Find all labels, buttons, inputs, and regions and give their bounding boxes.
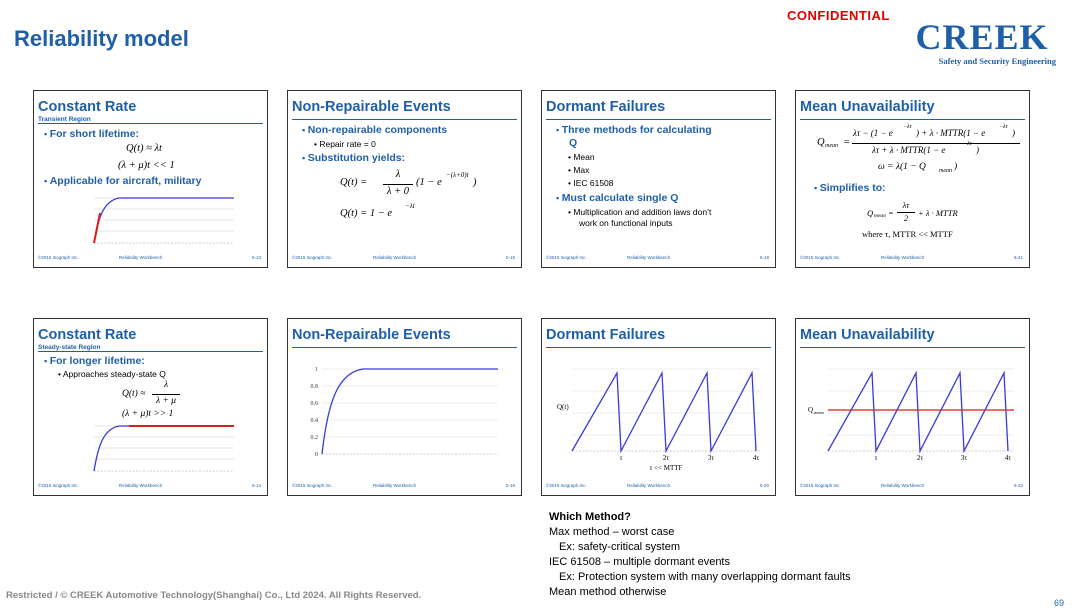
bullet: ▪ Non-repairable components [302,124,447,136]
fraction-numerator: λτ [902,200,910,210]
y-tick: 0.8 [310,384,318,390]
slide-footer [796,255,1029,263]
sub-bullet-continuation: work on functional inputs [579,218,673,228]
equation: + λ · MTTR [918,208,958,218]
slide-dormant-failures-text [541,90,776,268]
fraction-denominator: 2 [903,213,909,223]
sub-bullet: • Max [568,165,589,175]
equation: Q(t) = 1 − e [340,208,393,219]
sub-bullet: • Multiplication and addition laws don’t [568,207,711,217]
footer-center: Reliability Workbench [881,483,925,488]
slide-footer [34,483,267,491]
notes-heading: Which Method? [549,511,631,523]
fraction-bar [152,394,180,395]
denominator: ) [976,145,979,155]
footer-page: 5-19 [759,255,769,260]
equation: (1 − e [416,177,442,188]
footer-center: Reliability Workbench [373,483,417,488]
bullet: ▪ For short lifetime: [44,128,139,140]
where-clause: where τ, MTTR << MTTF [862,229,953,239]
slide-title: Dormant Failures [546,99,666,115]
slide-constant-rate-transient [33,90,268,268]
equation: ) [473,177,477,188]
y-tick: 0.4 [310,418,318,424]
footer-center: Reliability Workbench [627,255,671,260]
footer-left: ©2015 Isograph Inc. [546,483,587,488]
logo-text: CREEK [915,17,1049,57]
slide-footer [542,483,775,491]
omega-close: ) [954,162,958,172]
equation: Q(t) = [340,177,368,188]
title-rule [546,119,771,120]
title-rule [292,347,517,348]
sub-bullet: • Mean [568,152,595,162]
x-tick: τ [619,454,623,462]
footer-left: ©2015 Isograph Inc. [38,483,79,488]
y-tick: 0.6 [310,401,318,407]
fraction-bar [383,184,413,185]
slide-footer [288,483,521,491]
equation: Q [867,208,874,218]
which-method-notes [549,510,851,600]
footer-left: ©2015 Isograph Inc. [800,483,841,488]
slide-title: Mean Unavailability [800,327,935,343]
y-label-subscript: mean [814,410,824,415]
bullet: ▪ Must calculate single Q [556,192,678,204]
fraction-numerator: λ [395,169,401,180]
exponent: −λτ [999,124,1008,130]
footer-center: Reliability Workbench [627,483,671,488]
sub-bullet: • IEC 61508 [568,178,614,188]
bullet: ▪ Applicable for aircraft, military [44,175,201,187]
bullet: ▪ For longer lifetime: [44,355,145,367]
logo-tagline: Safety and Security Engineering [938,56,1056,66]
fraction-bar [852,143,1020,144]
axis-note: τ << MTTF [649,464,683,472]
bullet: ▪ Simplifies to: [814,182,886,194]
slide-footer [796,483,1029,491]
sub-bullet: • Approaches steady-state Q [58,369,166,379]
slide-footer [34,255,267,263]
title-rule [38,123,263,124]
slide-subtitle: Transient Region [38,116,91,123]
equals-sign: = [888,208,894,218]
page-title: Reliability model [14,26,189,51]
slide-title: Constant Rate [38,327,137,343]
confidential-label: CONFIDENTIAL [787,8,890,23]
slide-title: Constant Rate [38,99,137,115]
exponent: −(λ+0)t [446,171,469,179]
title-rule [800,347,1025,348]
slide-footer [542,255,775,263]
y-tick: 1 [315,367,318,373]
notes-line: Max method – worst case [549,526,675,538]
fraction-denominator: λ + μ [155,396,177,406]
exponent: −λτ [903,124,912,130]
footer-left: ©2015 Isograph Inc. [292,483,333,488]
footer-page: 5-15 [505,255,515,260]
denominator: λτ + λ · MTTR(1 − e [872,145,946,155]
steady-state-curve-chart [89,421,239,477]
title-rule [292,119,517,120]
footer-page: 5-16 [505,483,515,488]
omega-equation: ω = λ(1 − Q [878,162,926,172]
footer-page: 5-20 [759,483,769,488]
x-tick: 3τ [960,454,968,462]
footer-left: ©2015 Isograph Inc. [546,255,587,260]
equation: Q(t) ≈ λt [126,143,162,154]
notes-line: Ex: safety-critical system [559,541,681,553]
y-label: Q [808,406,814,414]
slide-dormant-failures-chart [541,318,776,496]
y-tick: 0 [315,452,318,458]
subscript: mean [825,143,838,149]
bullet: ▪ Substitution yields: [302,152,405,164]
x-tick: τ [874,454,878,462]
equation: (λ + μ)t << 1 [118,160,175,171]
exponent: −λτ [963,141,972,147]
notes-line: Ex: Protection system with many overlapping dormant faults [559,571,851,583]
footer-center: Reliability Workbench [119,483,163,488]
subscript: mean [874,213,886,219]
slide-mean-unavailability-equations [795,90,1030,268]
notes-line: Mean method otherwise [549,586,667,598]
subscript: mean [939,168,952,174]
slide-title: Mean Unavailability [800,99,935,115]
equation: (λ + μ)t >> 1 [122,409,174,419]
creek-logo [906,18,1058,66]
slide-title: Non-Repairable Events [292,327,451,343]
slide-non-repairable-chart [287,318,522,496]
mean-sawtooth-chart [796,351,1029,476]
numerator: ) [1012,128,1015,138]
footer-page: 5-22 [1013,483,1023,488]
x-tick: 2τ [662,454,670,462]
footer-left: ©2015 Isograph Inc. [800,255,841,260]
footer-left: ©2015 Isograph Inc. [292,255,333,260]
numerator: ) + λ · MTTR(1 − e [916,128,986,138]
y-tick: 0.2 [310,435,318,441]
transient-curve-chart [89,189,239,249]
numerator: λτ − (1 − e [853,128,893,138]
slide-title: Dormant Failures [546,327,666,343]
footer-center: Reliability Workbench [881,255,925,260]
page-number: 69 [1054,598,1065,608]
title-rule [546,347,771,348]
slide-footer [288,255,521,263]
x-tick: 4τ [1004,454,1012,462]
fraction-denominator: λ + 0 [386,186,410,197]
footer-page: 5-14 [251,483,261,488]
footer-left: ©2015 Isograph Inc. [38,255,79,260]
bullet: ▪ Three methods for calculating [556,124,712,136]
slide-title: Non-Repairable Events [292,99,451,115]
sawtooth-chart [542,351,775,476]
exponent: −λt [405,202,415,210]
equation: Q(t) ≈ [122,389,146,399]
footer-center: Reliability Workbench [119,255,163,260]
slide-constant-rate-steady [33,318,268,496]
y-label: Q(t) [557,403,569,411]
copyright-footer: Restricted / © CREEK Automotive Technology(Shanghai) Co., Ltd 2024. All Rights Reserved. [6,590,422,601]
footer-page: 5-21 [1013,255,1023,260]
slide-mean-unavailability-chart [795,318,1030,496]
notes-line: IEC 61508 – multiple dormant events [549,556,730,568]
footer-page: 5-13 [251,255,261,260]
footer-center: Reliability Workbench [373,255,417,260]
title-rule [38,351,263,352]
x-tick: 3τ [707,454,715,462]
equation: Q [817,137,825,148]
x-tick: 2τ [916,454,924,462]
exponential-curve-chart [308,361,508,461]
title-rule [800,119,1025,120]
slide-non-repairable-equations [287,90,522,268]
bullet-continuation: Q [569,137,578,149]
sub-bullet: • Repair rate = 0 [314,139,376,149]
fraction-numerator: λ [163,380,169,390]
x-tick: 4τ [752,454,760,462]
slide-subtitle: Steady-state Region [38,344,101,351]
equals-sign: = [843,137,851,148]
